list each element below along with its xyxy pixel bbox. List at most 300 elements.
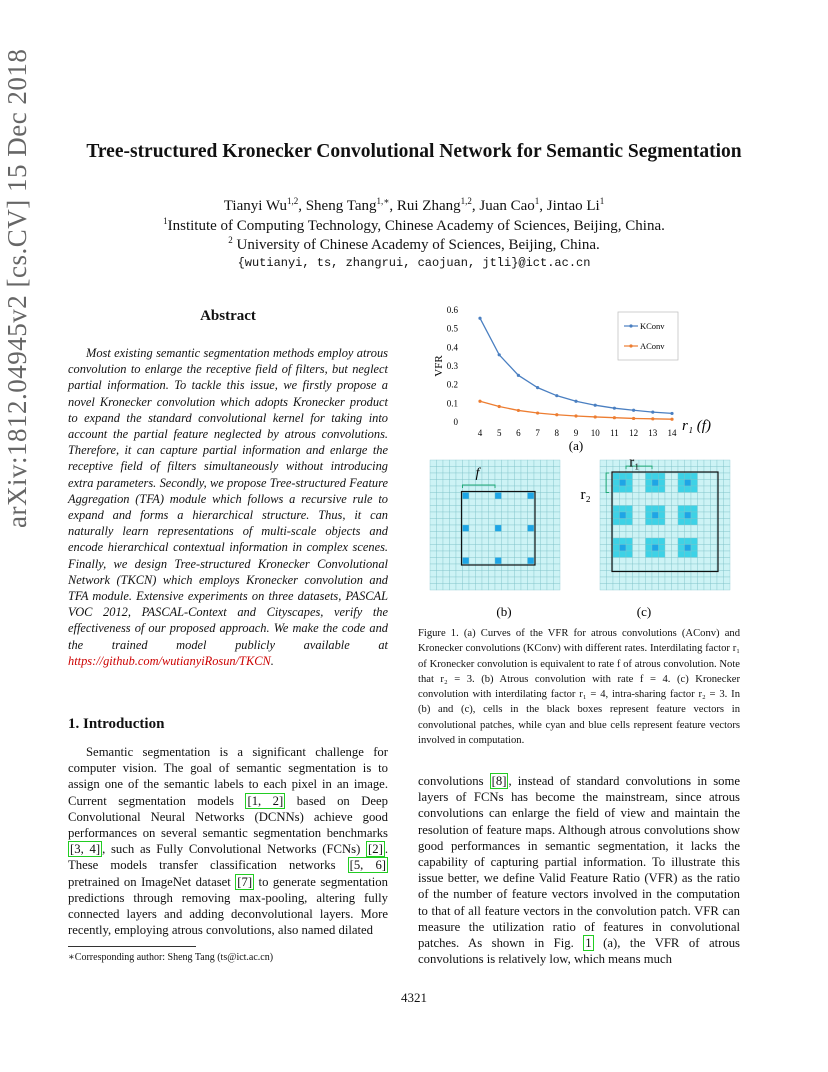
grid-cell	[633, 512, 640, 519]
grid-cell	[463, 571, 470, 578]
grid-cell	[528, 480, 535, 487]
grid-cell	[528, 577, 535, 584]
grid-cell	[633, 538, 640, 545]
grid-cell	[476, 538, 483, 545]
grid-cell	[652, 538, 659, 545]
grid-cell	[600, 584, 607, 591]
grid-cell	[489, 551, 496, 558]
grid-cell	[711, 538, 718, 545]
grid-cell	[620, 512, 627, 519]
grid-cell	[711, 532, 718, 539]
grid-cell	[515, 499, 522, 506]
grid-cell	[672, 525, 679, 532]
grid-cell	[515, 506, 522, 513]
grid-cell	[450, 577, 457, 584]
grid-cell	[685, 532, 692, 539]
grid-cell	[613, 512, 620, 519]
grid-cell	[698, 558, 705, 565]
y-tick-label: 0.3	[446, 361, 458, 371]
grid-cell	[613, 564, 620, 571]
grid-cell	[665, 558, 672, 565]
grid-cell	[672, 486, 679, 493]
grid-cell	[515, 460, 522, 467]
grid-cell	[678, 493, 685, 500]
grid-cell	[430, 486, 437, 493]
grid-cell	[502, 493, 509, 500]
grid-cell	[495, 473, 502, 480]
grid-cell	[626, 519, 633, 526]
paper-title: Tree-structured Kronecker Convolutional Network for Semantic Segmentation	[86, 141, 742, 162]
intro-text-6: to generate segmentation predictions through removing max-pooling, altering fully connected layers and adding deconvolutional layers. More recently, employing atrous convolutions, also named dilated	[68, 874, 388, 938]
grid-cell	[600, 506, 607, 513]
grid-cell	[626, 551, 633, 558]
grid-cell	[541, 467, 548, 474]
grid-cell	[489, 506, 496, 513]
grid-cell	[704, 460, 711, 467]
grid-cell	[678, 551, 685, 558]
grid-cell	[600, 499, 607, 506]
y-tick-label: 0.4	[446, 342, 458, 353]
grid-cell	[482, 538, 489, 545]
grid-cell	[463, 545, 470, 552]
grid-cell	[652, 532, 659, 539]
grid-cell	[633, 584, 640, 591]
grid-cell	[613, 480, 620, 487]
grid-cell	[430, 551, 437, 558]
grid-cell	[698, 538, 705, 545]
grid-cell	[685, 499, 692, 506]
grid-cell	[633, 473, 640, 480]
grid-cell	[463, 460, 470, 467]
grid-cell	[659, 577, 666, 584]
grid-cell	[463, 519, 470, 526]
grid-cell	[678, 584, 685, 591]
grid-cell	[704, 512, 711, 519]
grid-cell	[515, 545, 522, 552]
grid-cell	[476, 584, 483, 591]
data-point	[574, 414, 577, 417]
grid-cell	[515, 538, 522, 545]
grid-cell	[652, 480, 659, 487]
grid-cell	[711, 584, 718, 591]
grid-cell	[613, 460, 620, 467]
grid-cell	[620, 473, 627, 480]
grid-cell	[620, 525, 627, 532]
grid-cell	[541, 538, 548, 545]
grid-cell	[672, 499, 679, 506]
grid-cell	[633, 519, 640, 526]
data-point	[632, 409, 635, 412]
grid-cell	[626, 564, 633, 571]
grid-cell	[704, 506, 711, 513]
grid-cell	[711, 460, 718, 467]
grid-cell	[450, 538, 457, 545]
grid-cell	[711, 480, 718, 487]
grid-cell	[482, 519, 489, 526]
grid-cell	[430, 499, 437, 506]
grid-cell	[495, 512, 502, 519]
grid-cell	[547, 584, 554, 591]
grid-cell	[633, 564, 640, 571]
grid-cell	[547, 545, 554, 552]
grid-cell	[698, 512, 705, 519]
grid-cell	[469, 512, 476, 519]
grid-cell	[698, 564, 705, 571]
grid-cell	[665, 512, 672, 519]
grid-cell	[482, 525, 489, 532]
grid-cell	[665, 486, 672, 493]
grid-cell	[430, 467, 437, 474]
grid-cell	[534, 460, 541, 467]
grid-cell	[704, 493, 711, 500]
grid-cell	[659, 499, 666, 506]
grid-cell	[430, 512, 437, 519]
grid-cell	[620, 460, 627, 467]
citation-link[interactable]: [7]	[237, 874, 253, 889]
grid-cell	[659, 545, 666, 552]
grid-cell	[437, 564, 444, 571]
grid-cell	[502, 480, 509, 487]
data-point	[536, 386, 539, 389]
grid-cell	[600, 525, 607, 532]
grid-cell	[515, 480, 522, 487]
grid-cell	[502, 460, 509, 467]
grid-cell	[620, 519, 627, 526]
grid-cell	[541, 506, 548, 513]
grid-cell	[639, 480, 646, 487]
grid-cell	[515, 467, 522, 474]
grid-cell	[724, 480, 731, 487]
grid-cell	[678, 519, 685, 526]
grid-cell	[639, 584, 646, 591]
grid-cell	[469, 532, 476, 539]
grid-cell	[691, 473, 698, 480]
footnote: ∗Corresponding author: Sheng Tang (ts@ict.ac.cn)	[68, 952, 274, 963]
grid-cell	[646, 506, 653, 513]
data-point	[517, 409, 520, 412]
citation-link[interactable]: [1, 2]	[247, 793, 284, 808]
grid-cell	[476, 519, 483, 526]
grid-cell	[620, 551, 627, 558]
affiliation-1-marker: 1	[163, 216, 168, 226]
grid-cell	[450, 564, 457, 571]
grid-cell	[528, 545, 535, 552]
grid-cell	[607, 584, 614, 591]
grid-cell	[443, 525, 450, 532]
grid-cell	[547, 499, 554, 506]
figure-1	[418, 300, 742, 625]
grid-cell	[502, 538, 509, 545]
grid-cell	[437, 584, 444, 591]
grid-cell	[469, 584, 476, 591]
grid-cell	[515, 525, 522, 532]
grid-cell	[639, 525, 646, 532]
grid-cell	[691, 486, 698, 493]
grid-cell	[659, 564, 666, 571]
grid-cell	[463, 512, 470, 519]
grid-cell	[437, 473, 444, 480]
grid-cell	[711, 577, 718, 584]
grid-cell	[437, 525, 444, 532]
data-point	[555, 394, 558, 397]
grid-cell	[469, 577, 476, 584]
grid-cell	[463, 538, 470, 545]
grid-cell	[502, 571, 509, 578]
right-text-1: convolutions	[418, 774, 484, 788]
citation-link[interactable]: [2]	[368, 842, 383, 857]
grid-cell	[502, 558, 509, 565]
grid-cell	[639, 493, 646, 500]
grid-cell	[515, 473, 522, 480]
grid-cell	[652, 519, 659, 526]
grid-cell	[541, 551, 548, 558]
grid-cell	[430, 480, 437, 487]
grid-cell	[665, 545, 672, 552]
grid-cell	[554, 551, 561, 558]
y-tick-label: 0.6	[446, 305, 458, 315]
grid-cell	[502, 467, 509, 474]
grid-cell	[646, 577, 653, 584]
grid-cell	[437, 499, 444, 506]
grid-cell	[646, 525, 653, 532]
grid-cell	[437, 506, 444, 513]
grid-cell	[691, 551, 698, 558]
grid-cell	[476, 545, 483, 552]
grid-cell	[554, 545, 561, 552]
grid-cell	[646, 512, 653, 519]
grid-cell	[554, 532, 561, 539]
grid-cell	[443, 493, 450, 500]
grid-cell	[678, 499, 685, 506]
grid-cell	[528, 512, 535, 519]
grid-cell	[437, 480, 444, 487]
grid-cell	[508, 519, 515, 526]
grid-cell	[724, 551, 731, 558]
grid-cell	[554, 571, 561, 578]
grid-cell	[652, 460, 659, 467]
grid-cell	[547, 460, 554, 467]
grid-cell	[652, 486, 659, 493]
data-point	[613, 416, 616, 419]
author-affiliation-marker: 1	[534, 196, 540, 206]
grid-cell	[489, 577, 496, 584]
grid-cell	[639, 564, 646, 571]
grid-cell	[698, 519, 705, 526]
grid-cell	[724, 467, 731, 474]
grid-cell	[482, 558, 489, 565]
grid-cell	[665, 473, 672, 480]
grid-cell	[652, 525, 659, 532]
grid-cell	[456, 480, 463, 487]
grid-cell	[521, 493, 528, 500]
panel-b-label: (b)	[496, 604, 512, 619]
legend-marker	[629, 324, 632, 327]
grid-cell	[659, 519, 666, 526]
grid-cell	[698, 584, 705, 591]
grid-cell	[639, 473, 646, 480]
grid-cell	[508, 493, 515, 500]
grid-cell	[450, 558, 457, 565]
code-link[interactable]: https://github.com/wutianyiRosun/TKCN	[68, 653, 271, 668]
grid-cell	[633, 551, 640, 558]
grid-cell	[508, 584, 515, 591]
grid-cell	[508, 545, 515, 552]
grid-cell	[698, 473, 705, 480]
grid-cell	[691, 519, 698, 526]
x-tick-label: 6	[516, 428, 521, 438]
grid-cell	[711, 506, 718, 513]
grid-cell	[646, 564, 653, 571]
grid-cell	[515, 571, 522, 578]
grid-cell	[463, 506, 470, 513]
grid-cell	[639, 538, 646, 545]
grid-cell	[443, 473, 450, 480]
grid-cell	[724, 538, 731, 545]
grid-cell	[672, 551, 679, 558]
grid-cell	[495, 493, 502, 500]
grid-cell	[450, 486, 457, 493]
citation-link[interactable]: [3, 4]	[70, 842, 101, 857]
grid-cell	[607, 460, 614, 467]
grid-cell	[600, 519, 607, 526]
grid-cell	[698, 460, 705, 467]
grid-cell	[711, 558, 718, 565]
grid-cell	[541, 525, 548, 532]
grid-cell	[600, 532, 607, 539]
grid-cell	[613, 473, 620, 480]
grid-cell	[691, 545, 698, 552]
grid-cell	[685, 480, 692, 487]
grid-cell	[704, 473, 711, 480]
grid-cell	[626, 480, 633, 487]
grid-cell	[600, 460, 607, 467]
grid-cell	[547, 512, 554, 519]
grid-cell	[717, 577, 724, 584]
grid-cell	[502, 506, 509, 513]
grid-cell	[469, 571, 476, 578]
grid-cell	[613, 577, 620, 584]
y-tick-label: 0.5	[446, 323, 458, 334]
grid-cell	[554, 480, 561, 487]
grid-cell	[482, 467, 489, 474]
grid-cell	[489, 467, 496, 474]
grid-cell	[450, 493, 457, 500]
grid-cell	[463, 577, 470, 584]
grid-cell	[443, 460, 450, 467]
grid-cell	[482, 584, 489, 591]
citation-link[interactable]: [8]	[491, 774, 507, 788]
grid-cell	[639, 512, 646, 519]
grid-cell	[508, 538, 515, 545]
legend-label: AConv	[640, 341, 665, 351]
grid-cell	[646, 538, 653, 545]
grid-cell	[691, 506, 698, 513]
grid-cell	[646, 558, 653, 565]
author-affiliation-marker: 1,2	[460, 196, 472, 206]
grid-cell	[443, 577, 450, 584]
grid-cell	[685, 493, 692, 500]
grid-cell	[626, 584, 633, 591]
grid-cell	[678, 506, 685, 513]
grid-cell	[704, 564, 711, 571]
grid-cell	[685, 486, 692, 493]
x-tick-label: 10	[590, 428, 600, 438]
grid-cell	[476, 532, 483, 539]
grid-cell	[646, 480, 653, 487]
grid-cell	[508, 512, 515, 519]
grid-cell	[489, 460, 496, 467]
figure-reference-link[interactable]: 1	[585, 936, 592, 951]
grid-cell	[489, 538, 496, 545]
grid-cell	[541, 519, 548, 526]
grid-cell	[508, 460, 515, 467]
grid-cell	[678, 564, 685, 571]
abstract-heading: Abstract	[200, 308, 256, 324]
grid-cell	[430, 584, 437, 591]
grid-cell	[443, 532, 450, 539]
grid-cell	[521, 480, 528, 487]
grid-cell	[613, 538, 620, 545]
grid-cell	[482, 512, 489, 519]
grid-cell	[659, 584, 666, 591]
grid-cell	[620, 584, 627, 591]
grid-cell	[489, 545, 496, 552]
grid-cell	[724, 519, 731, 526]
grid-cell	[711, 545, 718, 552]
grid-cell	[698, 480, 705, 487]
grid-cell	[672, 473, 679, 480]
data-point	[498, 353, 501, 356]
grid-cell	[430, 564, 437, 571]
grid-cell	[495, 571, 502, 578]
grid-cell	[541, 460, 548, 467]
grid-cell	[672, 493, 679, 500]
grid-cell	[704, 532, 711, 539]
author-name: Juan Cao	[479, 198, 535, 214]
grid-cell	[554, 512, 561, 519]
grid-cell	[698, 532, 705, 539]
grid-cell	[495, 584, 502, 591]
grid-cell	[456, 467, 463, 474]
grid-cell	[685, 506, 692, 513]
grid-cell	[600, 480, 607, 487]
grid-cell	[698, 551, 705, 558]
grid-cell	[639, 506, 646, 513]
author-affiliation-marker: 1,∗	[376, 196, 390, 206]
grid-cell	[620, 564, 627, 571]
grid-cell	[698, 499, 705, 506]
grid-cell	[659, 473, 666, 480]
citation-link[interactable]: [5, 6]	[349, 858, 387, 873]
data-point	[613, 407, 616, 410]
grid-cell	[659, 525, 666, 532]
grid-cell	[600, 551, 607, 558]
grid-cell	[633, 480, 640, 487]
grid-cell	[724, 486, 731, 493]
data-point	[651, 411, 654, 414]
grid-cell	[469, 525, 476, 532]
grid-cell	[711, 525, 718, 532]
grid-cell	[691, 460, 698, 467]
grid-cell	[691, 532, 698, 539]
grid-cell	[450, 473, 457, 480]
grid-cell	[437, 558, 444, 565]
grid-cell	[652, 499, 659, 506]
grid-cell	[678, 486, 685, 493]
grid-cell	[659, 558, 666, 565]
grid-cell	[691, 525, 698, 532]
grid-cell	[508, 480, 515, 487]
